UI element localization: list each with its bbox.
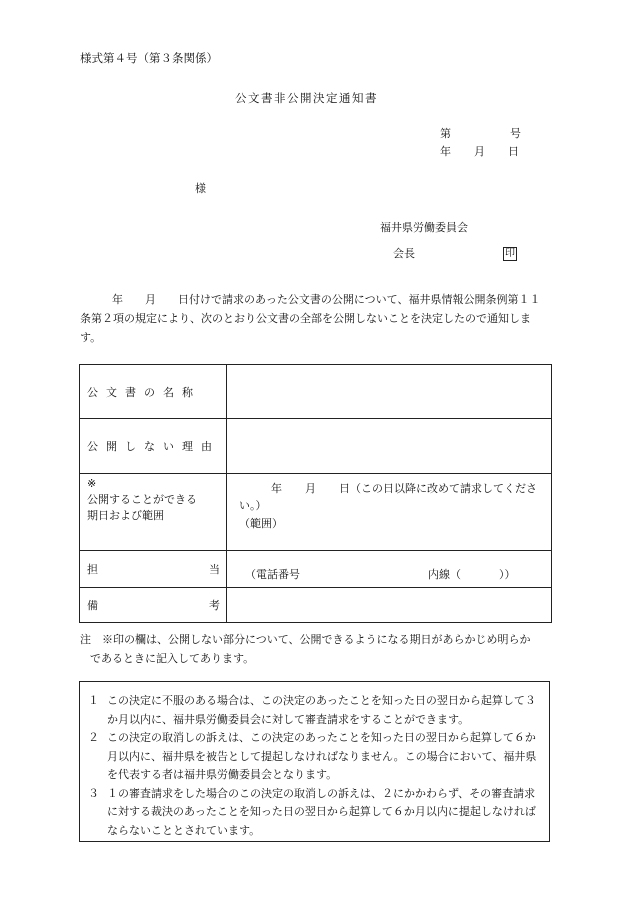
remarks-label xyxy=(80,588,227,623)
document-title: 公文書非公開決定通知書 xyxy=(235,91,378,105)
table-row xyxy=(80,551,552,588)
table-row xyxy=(80,365,552,419)
non-disclosure-reason-label: 公開しない理由 xyxy=(80,419,227,474)
date-day: 日 xyxy=(508,145,519,158)
appeal-notice-box xyxy=(79,681,550,842)
date-year: 年 xyxy=(440,145,451,158)
contact-person-value[interactable] xyxy=(227,551,552,588)
notice-item-text: この決定の取消しの訴えは、この決定のあったことを知った日の翌日から起算して６か月以内に、福井県を被告として提起しなければなりません。この場合において、福井県を代表する者は福井県労働委員会となります。 xyxy=(107,731,537,781)
disclosure-period-label xyxy=(80,474,227,551)
decision-details-table xyxy=(79,364,552,623)
seal-mark: 印 xyxy=(505,248,515,259)
number-prefix: 第 xyxy=(440,127,451,140)
chair-title: 会長 xyxy=(393,247,415,260)
period-note-mark: ※ xyxy=(87,477,97,490)
issuer-organization: 福井県労働委員会 xyxy=(380,221,468,234)
list-item xyxy=(88,785,542,841)
footnote-line2: であるときに記入してあります。 xyxy=(90,652,255,665)
non-disclosure-reason-value[interactable] xyxy=(227,419,552,474)
remarks-label-char2: 考 xyxy=(209,599,220,612)
table-row xyxy=(80,419,552,474)
phone-number-label: （電話番号 xyxy=(245,568,300,581)
contact-label-char1: 担 xyxy=(87,563,98,576)
document-name-label: 公文書の名称 xyxy=(80,365,227,419)
period-day-note: 日（この日以降に改めて請求してください。） xyxy=(239,482,537,512)
notice-item-text: １の審査請求をした場合のこの決定の取消しの訴えは、２にかかわらず、その審査請求に対する裁決のあったことを知った日の翌日から起算して６か月以内に提起しなければならないこととされています。 xyxy=(107,786,536,837)
document-date-line xyxy=(440,143,519,159)
period-month: 月 xyxy=(305,482,316,495)
period-year: 年 xyxy=(271,482,282,495)
issuer-chair-line xyxy=(393,245,517,261)
extension-label: 内線（ xyxy=(428,568,461,581)
disclosure-period-value[interactable] xyxy=(227,474,552,551)
table-row xyxy=(80,588,552,623)
number-suffix: 号 xyxy=(510,127,521,140)
notice-item-number: ３ xyxy=(88,786,99,800)
list-item xyxy=(88,692,542,729)
document-name-value[interactable] xyxy=(227,365,552,419)
contact-label-char2: 当 xyxy=(209,563,220,576)
period-label-line1: 公開することができる xyxy=(87,493,197,506)
form-number-label: 様式第４号（第３条関係） xyxy=(80,51,218,65)
body-month: 月 xyxy=(145,293,156,306)
notice-body-paragraph xyxy=(80,290,550,347)
document-number-line xyxy=(440,125,521,141)
body-text: 日付けで請求のあった公文書の公開について、福井県情報公開条例第１１条第２項の規定により、次のとおり公文書の全部を公開しないことを決定したので通知します。 xyxy=(80,293,541,344)
table-footnote xyxy=(80,630,555,668)
addressee-honorific: 様 xyxy=(195,182,206,195)
contact-person-label xyxy=(80,551,227,588)
period-range-label: （範囲） xyxy=(239,517,283,530)
body-year: 年 xyxy=(112,293,123,306)
notice-item-number: ２ xyxy=(88,731,99,744)
notice-item-text: この決定に不服のある場合は、この決定のあったことを知った日の翌日から起算して３か月以内に、福井県労働委員会に対して審査請求をすることができます。 xyxy=(107,694,536,726)
notice-item-number: １ xyxy=(88,694,99,707)
list-item xyxy=(88,729,542,785)
extension-close: ）） xyxy=(499,568,516,581)
table-row xyxy=(80,474,552,551)
remarks-label-char1: 備 xyxy=(87,599,98,612)
date-month: 月 xyxy=(474,145,485,158)
footnote-line1: 注 ※印の欄は、公開しない部分について、公開できるようになる期日があらかじめ明らか xyxy=(80,633,531,646)
period-label-line2: 期日および範囲 xyxy=(87,509,164,522)
remarks-value[interactable] xyxy=(227,588,552,623)
